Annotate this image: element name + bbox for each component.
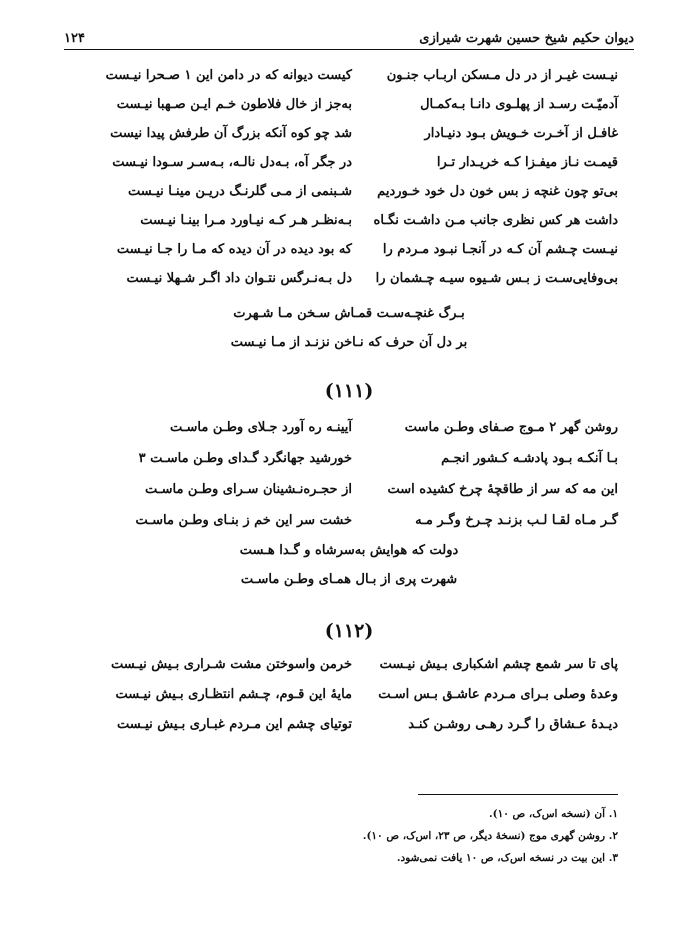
verse-right: قیمـت نـاز میفـزا کـه خریـدار تـرا — [436, 155, 618, 170]
poem-number: (۱۱۱) — [324, 380, 374, 402]
verse-left: کیست دیوانه که در دامن این ۱ صـحرا نیـست — [105, 68, 352, 83]
verse-right: این مه که سر از طاقچهٔ چرخ کشیده است — [387, 482, 618, 497]
verse-right: روشن گهر ۲ مـوج صـفای وطـن ماست — [404, 420, 618, 435]
verse-right: آدمیّـت رسـد از پهلـوی دانـا بـه‌کمـال — [420, 97, 618, 112]
verse-right: نیـست غیـر از در دل مـسکن اربـاب جنـون — [386, 68, 618, 83]
header-divider — [64, 49, 634, 50]
poem-number: (۱۱۲) — [324, 620, 374, 642]
page-header — [64, 22, 634, 46]
verse-right: غافـل از آخـرت خـویش بـود دنیـادار — [424, 126, 618, 141]
verse-left: خرمن واسوختن مشت شـراری بـیش نیـست — [111, 657, 352, 672]
verse-left: دل بـه‌نـرگس نتـوان داد اگـر شـهلا نیـست — [126, 271, 352, 286]
book-title: دیوان حکیم شیخ حسین شهرت شیرازی — [419, 31, 634, 46]
verse-right: داشت هر کس نظری جانب مـن داشـت نگـاه — [373, 213, 618, 228]
verse-right: بی‌تو چون غنچه ز بس خون دل خود خـوردیم — [377, 184, 618, 199]
verse-right: وعدهٔ وصلی بـرای مـردم عاشـق بـس اسـت — [378, 687, 618, 702]
footnote-divider — [418, 794, 618, 795]
verse-left: خشت سر این خم ز بنـای وطـن ماسـت — [135, 513, 352, 528]
verse-right: پای تا سر شمع چشم اشکباری بـیش نیـست — [379, 657, 618, 672]
page-number: ۱۲۴ — [64, 31, 85, 46]
verse-left: شـبنمی از مـی گلرنـگ دریـن مینـا نیـست — [128, 184, 352, 199]
footnote: ۱. آن (نسخه اس‌ک، ص ۱۰). — [489, 808, 618, 820]
verse-right: دیـدهٔ عـشاق را گـرد رهـی روشـن کنـد — [408, 717, 618, 732]
verse-left: در جگر آه، بـه‌دل نالـه، بـه‌سـر سـودا نیـست — [112, 155, 352, 170]
final-verse-1: بـرگ غنچـه‌سـت قمـاش سـخن مـا شـهرت — [233, 306, 465, 321]
verse-left: از حجـره‌نـشینان سـرای وطـن ماسـت — [145, 482, 352, 497]
verse-left: به‌جز از خال فلاطون خـم ایـن صـهبا نیـست — [116, 97, 352, 112]
verse-left: توتیای چشم این مـردم غبـاری بـیش نیـست — [117, 717, 352, 732]
footnote: ۳. این بیت در نسخه اس‌ک، ص ۱۰ یافت نمی‌شود. — [396, 852, 618, 864]
verse-left: خورشید جهانگرد گـدای وطـن ماسـت ۳ — [138, 451, 352, 466]
verse-left: که بود دیده در آن دیده که مـا را جـا نیـست — [116, 242, 352, 257]
final-verse-2: بر دل آن حرف که نـاخن نزنـد از مـا نیـست — [230, 335, 468, 350]
verse-right: نیـست چـشم آن کـه در آنجـا نبـود مـردم را — [382, 242, 618, 257]
final-verse-2: شهرت پری از بـال همـای وطـن ماسـت — [240, 572, 458, 587]
verse-right: بـا آنکـه بـود پادشـه کـشور انجـم — [441, 451, 618, 466]
footnote: ۲. روشن گهری موج (نسخهٔ دیگر، ص ۲۳، اس‌ک، ص ۱۰). — [362, 830, 618, 842]
verse-left: بـه‌نظـر هـر کـه نیـاورد مـرا بینـا نیـست — [140, 213, 352, 228]
final-verse-1: دولت که هوایش به‌سرشاه و گـدا هـست — [239, 543, 459, 558]
verse-right: گـر مـاه لقـا لـب بزنـد چـرخ وگـر مـه — [415, 513, 618, 528]
verse-left: مایهٔ این قـوم، چـشم انتظـاری بـیش نیـست — [115, 687, 352, 702]
verse-left: شد چو کوه آنکه بزرگ آن طرفش پیدا نیست — [110, 126, 352, 141]
verse-right: بی‌وفایی‌سـت ز بـس شـیوه سیـه چـشمان را — [375, 271, 618, 286]
verse-left: آیینـه ره آورد جـلای وطـن ماسـت — [169, 420, 352, 435]
